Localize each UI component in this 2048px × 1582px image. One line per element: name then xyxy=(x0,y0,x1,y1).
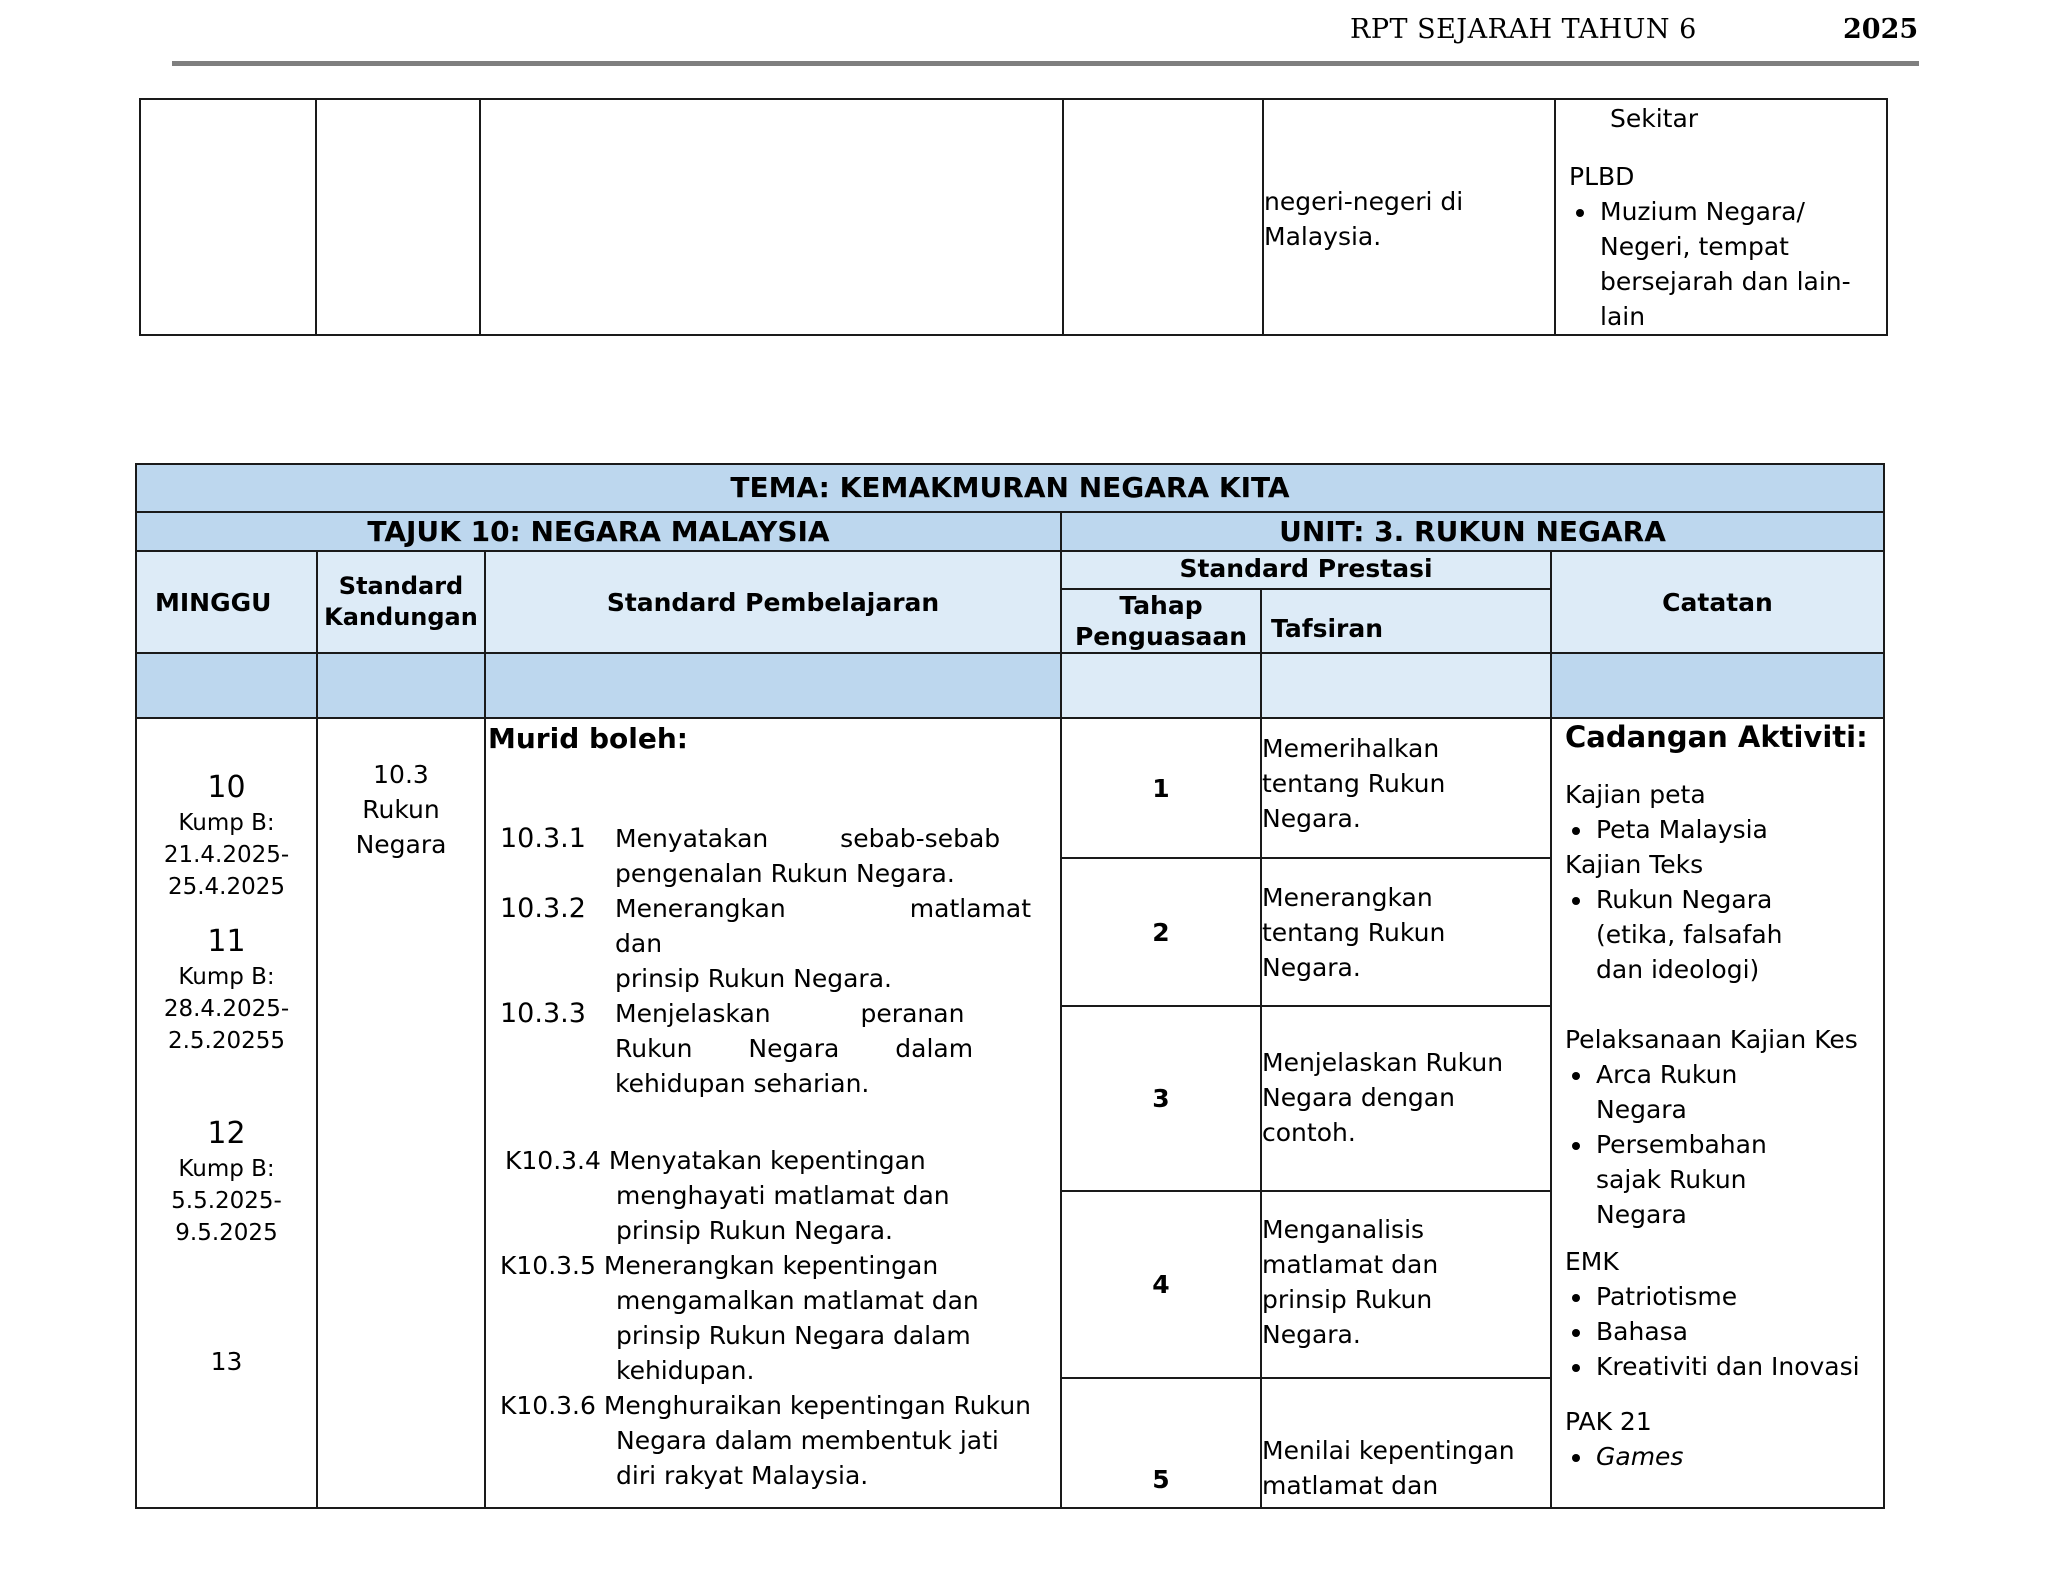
list-item xyxy=(500,996,1060,1101)
week-number: 11 xyxy=(207,924,246,959)
k-line: Negara dalam membentuk jati xyxy=(616,1426,999,1455)
blank-cell xyxy=(1551,653,1884,718)
k-line: diri rakyat Malaysia. xyxy=(616,1461,869,1490)
prev-sp-cell xyxy=(480,99,1063,335)
tafsiran-line: Negara dengan xyxy=(1262,1083,1455,1112)
sp-intro: Murid boleh: xyxy=(488,722,688,755)
sp-line: pengenalan Rukun Negara. xyxy=(615,859,955,888)
blank-cell xyxy=(136,653,317,718)
list-item xyxy=(500,821,1060,891)
header-rule xyxy=(172,61,1919,66)
tafsiran-line: prinsip Rukun xyxy=(1262,1285,1433,1314)
sp-line: prinsip Rukun Negara. xyxy=(615,964,892,993)
tp-cell: 3 xyxy=(1061,1006,1261,1191)
k-line: menghayati matlamat dan xyxy=(616,1181,950,1210)
table-row xyxy=(136,512,1884,551)
tafsiran-line: Menilai kepentingan xyxy=(1262,1436,1515,1465)
prev-catatan-cell xyxy=(1555,99,1887,335)
catatan-label: Kajian peta xyxy=(1565,780,1706,809)
tema-cell: TEMA: KEMAKMURAN NEGARA KITA xyxy=(136,464,1884,512)
catatan-label: EMK xyxy=(1565,1247,1619,1276)
table-row xyxy=(136,653,1884,718)
tafsiran-cell xyxy=(1261,718,1551,858)
catatan-title: Cadangan Aktiviti: xyxy=(1565,720,1868,754)
tafsiran-line: Menganalisis xyxy=(1262,1215,1425,1244)
prev-minggu-cell xyxy=(140,99,316,335)
col-catatan: Catatan xyxy=(1551,551,1884,653)
tafsiran-line: Negara. xyxy=(1262,804,1361,833)
tp-cell: 1 xyxy=(1061,718,1261,858)
list-item: • Patriotisme xyxy=(1594,1279,1883,1314)
week-date: 28.4.2025- xyxy=(163,996,290,1022)
week-number: 13 xyxy=(210,1347,243,1376)
tp-cell: 5 xyxy=(1061,1378,1261,1508)
week-kump: Kump B: xyxy=(178,810,275,836)
k-item: K10.3.6 Menghuraikan kepentingan Rukun xyxy=(500,1391,1032,1420)
week-number: 10 xyxy=(207,770,246,805)
tp-cell: 4 xyxy=(1061,1191,1261,1378)
col-tafsiran: Tafsiran xyxy=(1261,589,1551,653)
catatan-label: PAK 21 xyxy=(1565,1407,1652,1436)
tafsiran-line: tentang Rukun xyxy=(1262,769,1446,798)
list-item: • Games xyxy=(1594,1439,1883,1474)
k-line: kehidupan. xyxy=(616,1356,755,1385)
table-row xyxy=(136,718,1884,858)
prev-tp-cell xyxy=(1063,99,1263,335)
week-date: 2.5.20255 xyxy=(167,1028,286,1054)
list-item: • Bahasa xyxy=(1594,1314,1883,1349)
col-tahap-penguasaan: Tahap Penguasaan xyxy=(1061,589,1261,653)
sp-line: Rukun Negara dalam xyxy=(615,1034,974,1063)
k-line: prinsip Rukun Negara. xyxy=(616,1216,893,1245)
week-date: 9.5.2025 xyxy=(175,1220,278,1246)
tafsiran-cell xyxy=(1261,1191,1551,1378)
week-kump: Kump B: xyxy=(178,964,275,990)
sk-line: Rukun xyxy=(362,795,440,824)
prev-sk-cell xyxy=(316,99,480,335)
week-kump: Kump B: xyxy=(178,1156,275,1182)
prev-tafsiran-cell xyxy=(1263,99,1555,335)
sp-code: 10.3.2 xyxy=(500,893,586,924)
tafsiran-line: Negara. xyxy=(1262,953,1361,982)
list-item: • Peta Malaysia xyxy=(1594,812,1883,847)
rpt-table xyxy=(135,463,1885,1509)
unit-cell: UNIT: 3. RUKUN NEGARA xyxy=(1061,512,1884,551)
list-item: • Rukun Negara (etika, falsafah dan ideologi) xyxy=(1594,882,1823,987)
tafsiran-line: Menerangkan xyxy=(1262,883,1433,912)
tajuk-cell: TAJUK 10: NEGARA MALAYSIA xyxy=(136,512,1061,551)
tafsiran-line: matlamat dan xyxy=(1262,1250,1439,1279)
prev-catatan-label: PLBD xyxy=(1569,162,1635,191)
sp-code: 10.3.3 xyxy=(500,998,586,1029)
prev-tafsiran-line: Malaysia. xyxy=(1264,222,1382,251)
list-item xyxy=(500,891,1060,996)
tafsiran-cell xyxy=(1261,1006,1551,1191)
list-item: • Muzium Negara/ Negeri, tempat bersejarah dan lain-lain xyxy=(1598,194,1856,334)
tafsiran-cell xyxy=(1261,858,1551,1006)
minggu-cell xyxy=(136,718,317,1508)
page-header xyxy=(0,0,2048,70)
sk-line: 10.3 xyxy=(373,760,429,789)
week-date: 5.5.2025- xyxy=(171,1188,282,1214)
table-row xyxy=(136,551,1884,589)
col-standard-pembelajaran: Standard Pembelajaran xyxy=(485,551,1061,653)
catatan-cell xyxy=(1551,718,1884,1508)
sp-cell xyxy=(485,718,1061,1508)
tafsiran-line: contoh. xyxy=(1262,1118,1356,1147)
tafsiran-line: tentang Rukun xyxy=(1262,918,1446,947)
blank-cell xyxy=(317,653,485,718)
previous-table xyxy=(139,98,1888,336)
prev-tafsiran-line: negeri-negeri di xyxy=(1264,187,1464,216)
blank-cell xyxy=(1261,653,1551,718)
sk-cell xyxy=(317,718,485,1508)
header-year: 2025 xyxy=(1843,14,1919,45)
tafsiran-line: Memerihalkan xyxy=(1262,734,1440,763)
sp-line: Menjelaskan peranan xyxy=(615,999,965,1028)
prev-catatan-top: Sekitar xyxy=(1610,104,1699,133)
week-date: 25.4.2025 xyxy=(167,874,286,900)
sp-line: kehidupan seharian. xyxy=(615,1069,870,1098)
col-standard-kandungan: Standard Kandungan xyxy=(317,551,485,653)
week-number: 12 xyxy=(207,1116,246,1151)
catatan-label: Pelaksanaan Kajian Kes xyxy=(1565,1025,1858,1054)
sp-line: Menerangkan matlamat dan xyxy=(615,894,1031,958)
list-item: • Arca Rukun Negara xyxy=(1594,1057,1803,1127)
blank-cell xyxy=(485,653,1061,718)
k-item: K10.3.5 Menerangkan kepentingan xyxy=(500,1251,939,1280)
k-line: prinsip Rukun Negara dalam xyxy=(616,1321,971,1350)
sp-code: 10.3.1 xyxy=(500,823,586,854)
week-date: 21.4.2025- xyxy=(163,842,290,868)
k-item: K10.3.4 Menyatakan kepentingan xyxy=(505,1146,926,1175)
tafsiran-line: Menjelaskan Rukun xyxy=(1262,1048,1504,1077)
sk-line: Negara xyxy=(355,830,447,859)
col-standard-prestasi: Standard Prestasi xyxy=(1061,551,1551,589)
tafsiran-cell xyxy=(1261,1378,1551,1508)
tafsiran-line: matlamat dan xyxy=(1262,1471,1439,1500)
col-minggu: MINGGU xyxy=(136,551,317,653)
tafsiran-line: Negara. xyxy=(1262,1320,1361,1349)
list-item: • Kreativiti dan Inovasi xyxy=(1594,1349,1883,1384)
table-row xyxy=(136,464,1884,512)
sp-line-justified xyxy=(615,821,1031,856)
blank-cell xyxy=(1061,653,1261,718)
list-item: • Persembahan sajak Rukun Negara xyxy=(1594,1127,1803,1232)
sp-line: Menyatakan sebab-sebab xyxy=(615,824,1001,853)
catatan-label: Kajian Teks xyxy=(1565,850,1704,879)
table-row xyxy=(140,99,1887,335)
tp-cell: 2 xyxy=(1061,858,1261,1006)
k-line: mengamalkan matlamat dan xyxy=(616,1286,979,1315)
header-title: RPT SEJARAH TAHUN 6 xyxy=(1350,14,1697,45)
